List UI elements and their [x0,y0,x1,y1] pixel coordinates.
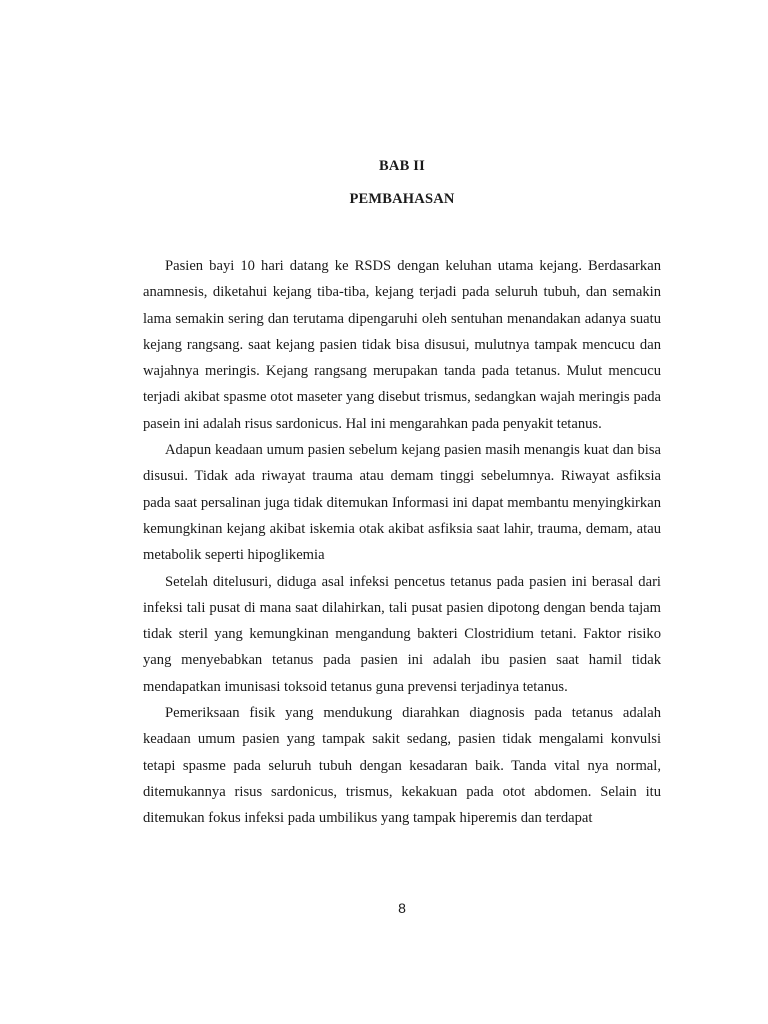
paragraph-general-condition: Adapun keadaan umum pasien sebelum kejang pasien masih menangis kuat dan bisa disusui. Tidak ada riwayat trauma atau demam tinggi sebelumnya. Riwayat asfiksia pada saat persalinan juga tidak ditemukan Informasi ini dapat membantu menyingkirkan kemungkinan kejang akibat iskemia otak akibat asfiksia saat lahir, trauma, demam, atau metabolik seperti hipoglikemia [143,442,661,564]
paragraph-anamnesis: Pasien bayi 10 hari datang ke RSDS dengan keluhan utama kejang. Berdasarkan anamnesis, diketahui kejang tiba-tiba, kejang terjadi pada seluruh tubuh, dan semakin lama semakin sering dan terutama dipengaruhi oleh sentuhan menandakan adanya suatu kejang rangsang. saat kejang pasien tidak bisa disusui, mulutnya tampak mencucu dan wajahnya meringis. Kejang rangsang merupakan tanda pada tetanus. Mulut mencucu terjadi akibat spasme otot maseter yang disebut trismus, sedangkan wajah meringis pada pasein ini adalah risus sardonicus. Hal ini mengarahkan pada penyakit tetanus. [143,258,661,432]
paragraph-physical-exam: Pemeriksaan fisik yang mendukung diarahkan diagnosis pada tetanus adalah keadaan umum pasien yang tampak sakit sedang, pasien tidak mengalami konvulsi tetapi spasme pada seluruh tubuh dengan kesadaran baik. Tanda vital nya normal, ditemukannya risus sardonicus, trismus, kekakuan pada otot abdomen. Selain itu ditemukan fokus infeksi pada umbilikus yang tampak hiperemis dan terdapat [143,705,661,827]
chapter-title: PEMBAHASAN [349,191,455,207]
body-text [143,253,661,832]
chapter-number: BAB II [379,158,425,174]
page-number: 8 [398,900,406,916]
paragraph-infection-source: Setelah ditelusuri, diduga asal infeksi pencetus tetanus pada pasien ini berasal dari infeksi tali pusat di mana saat dilahirkan, tali pusat pasien dipotong dengan benda tajam tidak steril yang kemungkinan mengandung bakteri Clostridium tetani. Faktor risiko yang menyebabkan tetanus pada pasien ini adalah ibu pasien saat hamil tidak mendapatkan imunisasi toksoid tetanus guna prevensi terjadinya tetanus. [143,573,661,695]
